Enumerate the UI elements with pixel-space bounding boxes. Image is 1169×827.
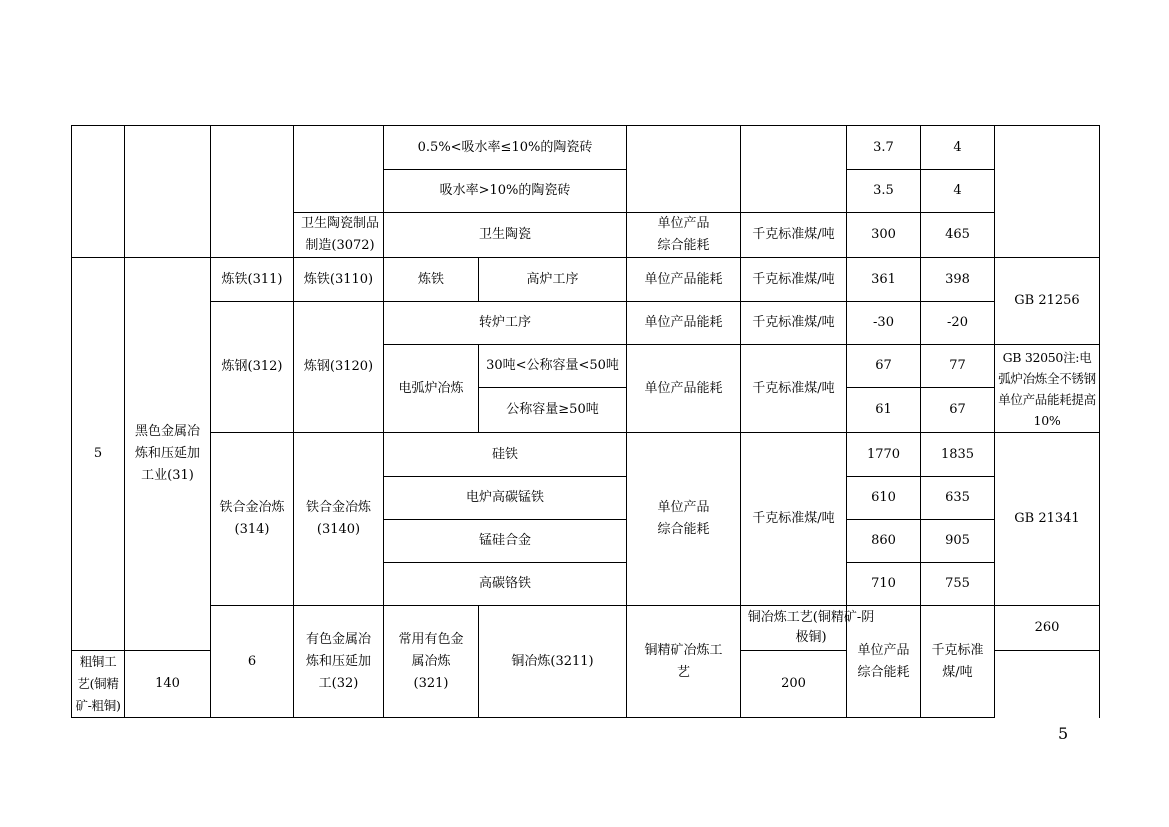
process-cell: 高炉工序 [479, 258, 627, 302]
seq-cell [72, 126, 125, 258]
subindustry-cell: 炼铁(3110) [294, 258, 384, 302]
table-row [72, 433, 1100, 477]
seq-cell: 6 [211, 606, 294, 718]
limit2-cell: 77 [921, 345, 995, 388]
limit1-cell: 361 [847, 258, 921, 302]
limit1-cell: 67 [847, 345, 921, 388]
subindustry-cell: 铁合金冶炼(3140) [294, 433, 384, 606]
indicator-cell: 单位产品能耗 [627, 302, 741, 345]
limit2-cell: -20 [921, 302, 995, 345]
category-cell: 常用有色金属冶炼(321) [384, 606, 479, 718]
product-cell: 硅铁 [384, 433, 627, 477]
product-cell: 0.5%<吸水率≤10%的陶瓷砖 [384, 126, 627, 170]
standard-cell: GB 21256 [995, 258, 1100, 345]
subindustry-cell: 铜冶炼(3211) [479, 606, 627, 718]
unit-cell: 千克标准煤/吨 [741, 302, 847, 345]
table-row [72, 606, 1100, 651]
limit2-cell: 635 [921, 477, 995, 520]
limit1-cell: 260 [995, 606, 1100, 651]
process-cell: 粗铜工艺(铜精矿-粗铜) [72, 651, 125, 718]
energy-limit-table [71, 125, 1100, 718]
subindustry-cell: 炼钢(3120) [294, 302, 384, 433]
limit1-cell: 61 [847, 388, 921, 433]
industry-cell: 有色金属冶炼和压延加工(32) [294, 606, 384, 718]
limit2-cell: 4 [921, 170, 995, 213]
limit1-cell: 3.7 [847, 126, 921, 170]
product-cell: 锰硅合金 [384, 520, 627, 563]
process-cell: 转炉工序 [384, 302, 627, 345]
unit-cell: 千克标准煤/吨 [741, 433, 847, 606]
unit-cell: 千克标准煤/吨 [921, 606, 995, 718]
indicator-cell: 单位产品能耗 [627, 345, 741, 433]
industry-cell: 黑色金属冶炼和压延加工业(31) [125, 258, 211, 651]
limit1-cell: 1770 [847, 433, 921, 477]
limit1-cell: 3.5 [847, 170, 921, 213]
page-number: 5 [1058, 724, 1069, 743]
limit2-cell: 4 [921, 126, 995, 170]
limit2-cell: 67 [921, 388, 995, 433]
indicator-cell: 单位产品综合能耗 [627, 433, 741, 606]
process-cell: 公称容量≥50吨 [479, 388, 627, 433]
limit2-cell: 200 [741, 651, 847, 718]
process-cell: 铜冶炼工艺(铜精矿-阴极铜) [741, 606, 847, 651]
limit2-cell: 398 [921, 258, 995, 302]
limit2-cell: 465 [921, 213, 995, 258]
category-cell: 炼铁(311) [211, 258, 294, 302]
limit1-cell: 710 [847, 563, 921, 606]
product-cell: 电弧炉冶炼 [384, 345, 479, 433]
product-cell: 炼铁 [384, 258, 479, 302]
product-cell: 吸水率>10%的陶瓷砖 [384, 170, 627, 213]
unit-cell: 千克标准煤/吨 [741, 258, 847, 302]
limit2-cell: 1835 [921, 433, 995, 477]
standard-cell: GB 21341 [995, 433, 1100, 606]
table-row [72, 126, 1100, 170]
limit2-cell: 755 [921, 563, 995, 606]
standard-note-cell: GB 32050注:电弧炉冶炼全不锈钢单位产品能耗提高10% [995, 345, 1100, 433]
limit1-cell: 300 [847, 213, 921, 258]
standard-cell [995, 126, 1100, 258]
indicator-cell: 单位产品能耗 [627, 258, 741, 302]
unit-cell: 千克标准煤/吨 [741, 345, 847, 433]
subindustry-cell: 卫生陶瓷制品制造(3072) [294, 213, 384, 258]
limit1-cell: -30 [847, 302, 921, 345]
category-cell: 铁合金冶炼(314) [211, 433, 294, 606]
indicator-cell [627, 126, 741, 213]
table-row [72, 302, 1100, 345]
category-cell: 炼钢(312) [211, 302, 294, 433]
indicator-cell: 单位产品综合能耗 [847, 606, 921, 718]
limit1-cell: 860 [847, 520, 921, 563]
indicator-cell: 单位产品综合能耗 [627, 213, 741, 258]
process-cell: 30吨<公称容量<50吨 [479, 345, 627, 388]
unit-cell: 千克标准煤/吨 [741, 213, 847, 258]
product-cell: 高碳铬铁 [384, 563, 627, 606]
product-cell: 卫生陶瓷 [384, 213, 627, 258]
category-cell [211, 126, 294, 258]
limit1-cell: 610 [847, 477, 921, 520]
product-cell: 铜精矿冶炼工艺 [627, 606, 741, 718]
subindustry-cell [294, 126, 384, 213]
seq-cell: 5 [72, 258, 125, 651]
industry-cell [125, 126, 211, 258]
limit1-cell: 140 [125, 651, 211, 718]
table-row [72, 258, 1100, 302]
product-cell: 电炉高碳锰铁 [384, 477, 627, 520]
limit2-cell: 905 [921, 520, 995, 563]
unit-cell [741, 126, 847, 213]
